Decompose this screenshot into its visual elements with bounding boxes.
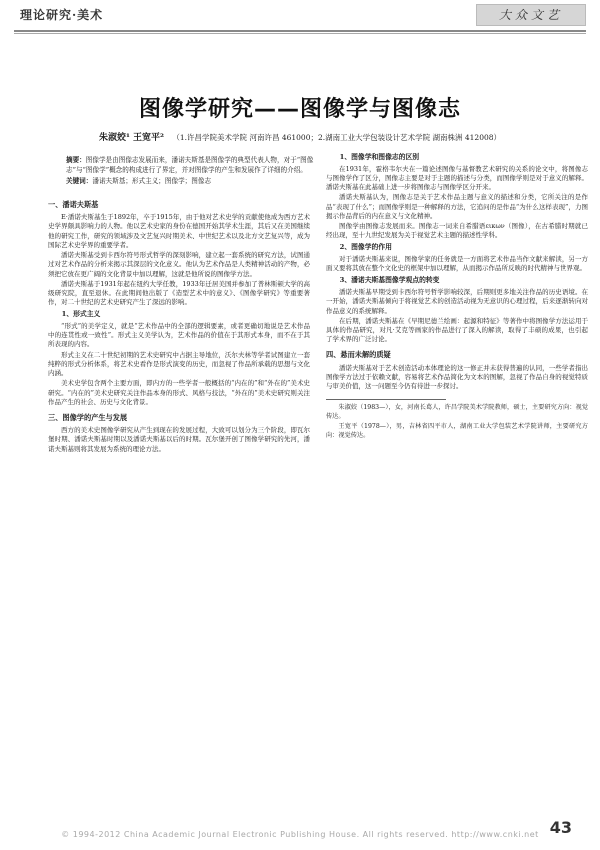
paragraph: 美术史学包含两个主要方面，即内方的一些学者一般概括的“内在的”和“外在的”美术史研究。“内在的”美术史研究关注作品本身的形式、风格与技法，“外在的”美术史研究则关注作品产生的社会、历史与文化背景。	[48, 379, 310, 406]
subsection-heading: 2、图像学的作用	[339, 243, 392, 252]
author-names: 朱淑姣¹ 王宽平²	[98, 133, 165, 143]
paragraph: 在后期，潘诺夫斯基在《早期尼德兰绘画：起源和特征》等著作中将图像学方法运用于具体的作品研究，对凡·艾克等画家的作品进行了深入的解读，取得了丰硕的成果，也引起了学术界的广泛讨论。	[326, 316, 588, 344]
article-title: 图像学研究——图像学与图像志	[138, 97, 461, 122]
section-heading-1: 一、潘诺夫斯基	[48, 200, 99, 209]
paragraph: 潘诺夫斯基对于艺术创造活动本体理论的这一修正并未获得普遍的认同，一些学者指出图像学方法过于依赖文献，容易将艺术作品简化为文本的图解，忽视了作品自身的视觉特质与审美价值，这一问题至今仍有待进一步探讨。	[326, 363, 588, 391]
subsection-heading: 3、潘诺夫斯基图像学观点的转变	[339, 276, 440, 285]
paragraph: 图像学由图像志发展而来。图像志一词来自希腊语εικων（图像），在古希腊时期就已经出现，至十九世纪发展为关于视觉艺术主题的描述性学科。	[326, 221, 588, 240]
subsection-heading: 1、形式主义	[61, 310, 101, 319]
journal-name-box: 大众文艺	[476, 4, 586, 26]
author-bio: 王宽平（1978—），男，吉林省四平市人，湖南工业大学包装艺术学院讲师，主要研究方向：视觉传达。	[326, 423, 588, 440]
paragraph: 西方的美术史图像学研究从产生到现在的发展过程，大致可以划分为三个阶段，即瓦尔堡时期、潘诺夫斯基时期以及潘诺夫斯基以后的时期。瓦尔堡开创了图像学研究的先河，潘诺夫斯基则将其发展为系统的理论方法。	[48, 426, 310, 453]
page-number: 43	[549, 818, 572, 837]
abstract-text: 图像学是由图像志发展而来，潘诺夫斯基是图像学的典型代表人物，对于“图像志”与“图像学”概念的构成进行了界定，并对图像学的产生和发展作了详细的介绍。	[66, 156, 314, 174]
paragraph: 对于潘诺夫斯基来说，图像学家的任务就是一方面将艺术作品当作文献来解读，另一方面又要将其放在整个文化史的框架中加以理解，从而揭示作品所反映的时代精神与世界观。	[326, 255, 588, 273]
paragraph: 潘诺夫斯基于1931年起在纽约大学任教，1933年迁居美国并参加了普林斯顿大学的高级研究院，直至退休。在此期间他出版了《造型艺术中的意义》、《图像学研究》等重要著作，对二十世纪的艺术史研究产生了深远的影响。	[48, 279, 310, 307]
copyright-footer: © 1994-2012 China Academic Journal Electronic Publishing House. All rights reserved. http://www.cnki.net	[61, 830, 539, 839]
keywords	[66, 177, 316, 187]
author-affiliations: （1.许昌学院美术学院 河南许昌 461000；2.湖南工业大学包装设计艺术学院 湖南株洲 412008）	[172, 133, 502, 142]
header-rule	[14, 30, 586, 32]
author-bio: 朱淑姣（1983—），女，河南长葛人，许昌学院美术学院教师，硕士，主要研究方向：视觉传达。	[326, 404, 588, 421]
abstract-block	[66, 156, 316, 187]
author-bio-rule	[326, 399, 446, 400]
paragraph: 潘诺夫斯基受到卡西尔符号形式哲学的深刻影响，建立起一套系统的研究方法，试图通过对艺术作品的分析来揭示其深层的文化意义。他认为艺术作品是人类精神活动的产物，必须把它放在更广阔的文化背景中加以理解，这就是他所说的图像学方法。	[48, 251, 310, 278]
header-rule-thin	[14, 33, 586, 34]
paragraph: E·潘诺夫斯基生于1892年，卒于1915年，由于他对艺术史学的贡献使他成为西方艺术史学界颇具影响力的人物。他以艺术史家的身份在德国开始其学术生涯，其后又在美国继续他的研究工作，研究的领域涉及文艺复兴时期美术、中世纪艺术以及北方文艺复兴等，成为国际艺术史学界的重要学者。	[48, 213, 310, 249]
journal-section-label: 理论研究·美术	[20, 8, 104, 22]
keywords-text: 潘诺夫斯基；形式主义；图像学；图像志	[92, 177, 212, 186]
paragraph: 在1931年，霍格韦尔夫在一篇论述图像与基督教艺术研究的关系的论文中，将图像志与图像学作了区分，图像志主要是对于主题的描述与分类，而图像学则是对于意义的解释。潘诺夫斯基在此基础上进一步将图像志与图像学区分开来。	[326, 164, 588, 192]
abstract-label: 摘要：	[66, 156, 86, 164]
section-heading-4: 四、悬而未解的质疑	[326, 350, 391, 360]
keywords-label: 关键词：	[66, 177, 93, 186]
right-column	[326, 150, 588, 442]
paragraph: 潘诺夫斯基认为，图像志是关于艺术作品主题与意义的描述和分类，它所关注的是作品“表现了什么”；而图像学则是一种解释的方法，它追问的是作品“为什么这样表现”，力图揭示作品背后的内在意义与文化精神。	[326, 193, 588, 220]
subsection-heading: 1、图像学和图像志的区别	[339, 153, 420, 161]
author-line	[30, 130, 570, 143]
abstract	[66, 156, 316, 175]
left-column	[48, 194, 310, 455]
paragraph: 潘诺夫斯基早期受到卡西尔符号哲学影响较深，后期则更多地关注作品的历史语境。在一开始，潘诺夫斯基倾向于将视觉艺术的创造活动视为无意识的心理过程，后来逐渐转向对作品意义的系统解释。	[326, 288, 588, 315]
paragraph: 形式主义在二十世纪初期的艺术史研究中占据主导地位，沃尔夫林等学者试图建立一套纯粹的形式分析体系，将艺术史看作是形式演变的历史，而忽视了作品所承载的思想与文化内涵。	[48, 350, 310, 378]
section-heading-3: 三、图像学的产生与发展	[48, 413, 128, 423]
paragraph: “形式”的美学定义，就是“艺术作品中的全部的逻辑要素，或者更确切地说是艺术作品中的连贯性或一致性”。形式主义美学认为，艺术作品的价值在于其形式本身，而不在于其所表现的内容。	[48, 322, 310, 349]
